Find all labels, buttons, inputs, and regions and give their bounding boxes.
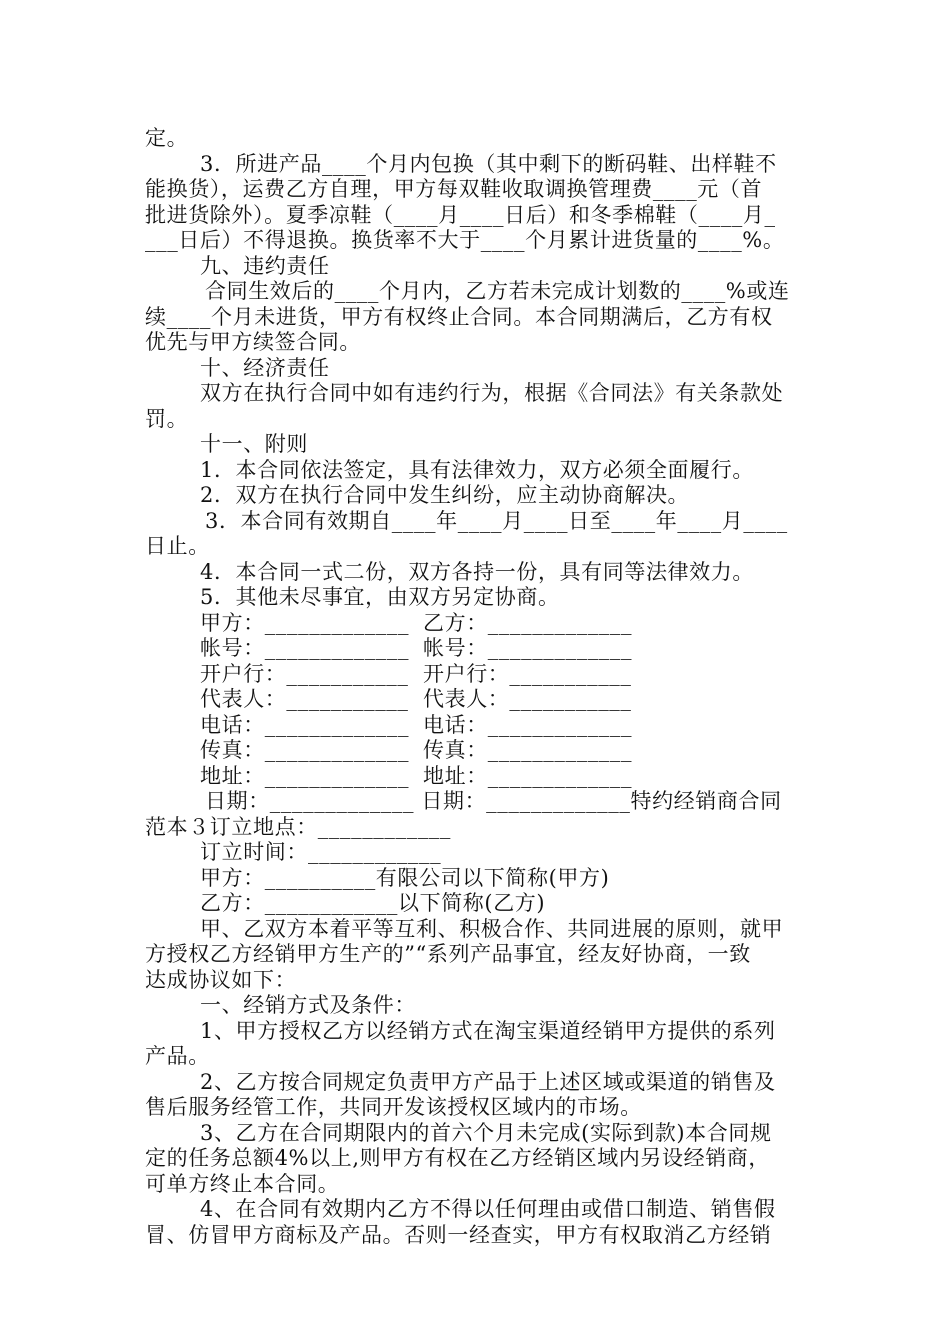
text-line: 批进货除外）。夏季凉鞋（____月____日后）和冬季棉鞋（____月_: [145, 203, 776, 227]
text-line: 续____个月未进货，甲方有权终止合同。本合同期满后，乙方有权: [145, 305, 773, 329]
text-line: 1、甲方授权乙方以经销方式在淘宝渠道经销甲方提供的系列: [200, 1019, 776, 1043]
text-line: 达成协议如下：: [145, 968, 297, 992]
sign-party-b: 乙方：_____________: [423, 611, 633, 635]
sign-representative-b: 代表人：___________: [423, 687, 632, 711]
text-line: 日止。: [145, 534, 210, 558]
text-line: 能换货），运费乙方自理，甲方每双鞋收取调换管理费____元（首: [145, 177, 763, 201]
text-line: 甲、乙双方本着平等互利、积极合作、共同进展的原则，就甲: [200, 917, 784, 941]
sign-date-line: 日期：_____________ 日期：_____________特约经销商合同: [205, 789, 782, 813]
text-line: 乙方：____________以下简称(乙方): [200, 891, 546, 915]
section-heading: 一、经销方式及条件：: [200, 993, 416, 1017]
text-line: 甲方：__________有限公司以下简称(甲方): [200, 866, 610, 890]
sign-fax-b: 传真：_____________: [423, 738, 633, 762]
text-line: 1．本合同依法签定，具有法律效力，双方必须全面履行。: [200, 458, 754, 482]
sign-representative-a: 代表人：___________: [200, 687, 409, 711]
section-heading: 十一、附则: [200, 432, 308, 456]
text-line: 优先与甲方续签合同。: [145, 330, 361, 354]
sign-bank-b: 开户行：___________: [423, 662, 632, 686]
section-heading: 十、经济责任: [200, 356, 330, 380]
sign-party-a: 甲方：_____________: [200, 611, 410, 635]
text-line: 范本３订立地点：____________: [145, 815, 451, 839]
text-line: 4、在合同有效期内乙方不得以任何理由或借口制造、销售假: [200, 1197, 776, 1221]
text-line: 5．其他未尽事宜，由双方另定协商。: [200, 585, 560, 609]
sign-fax-a: 传真：_____________: [200, 738, 410, 762]
sign-bank-a: 开户行：___________: [200, 662, 409, 686]
text-line: 可单方终止本合同。: [145, 1172, 340, 1196]
sign-account-a: 帐号：_____________: [200, 636, 410, 660]
text-line: 订立时间：____________: [200, 840, 442, 864]
text-line: 售后服务经管工作，共同开发该授权区域内的市场。: [145, 1095, 642, 1119]
text-line: ___日后）不得退换。换货率不大于____个月累计进货量的____%。: [145, 228, 785, 252]
sign-phone-a: 电话：_____________: [200, 713, 410, 737]
sign-address-b: 地址：_____________: [423, 764, 633, 788]
text-line: 定。: [145, 126, 189, 150]
text-line: 定的任务总额4%以上,则甲方有权在乙方经销区域内另设经销商，: [145, 1146, 770, 1170]
text-line: 产品。: [145, 1044, 210, 1068]
text-line: 双方在执行合同中如有违约行为，根据《合同法》有关条款处: [200, 381, 784, 405]
text-line: 2．双方在执行合同中发生纠纷，应主动协商解决。: [200, 483, 690, 507]
sign-account-b: 帐号：_____________: [423, 636, 633, 660]
sign-address-a: 地址：_____________: [200, 764, 410, 788]
text-line: 3、乙方在合同期限内的首六个月未完成(实际到款)本合同规: [200, 1121, 772, 1145]
text-line: 3．本合同有效期自____年____月____日至____年____月____: [205, 509, 788, 533]
sign-phone-b: 电话：_____________: [423, 713, 633, 737]
text-line: 冒、仿冒甲方商标及产品。否则一经查实，甲方有权取消乙方经销: [145, 1223, 772, 1247]
text-line: 方授权乙方经销甲方生产的”“系列产品事宜，经友好协商，一致: [145, 942, 751, 966]
text-line: 罚。: [145, 407, 189, 431]
text-line: 2、乙方按合同规定负责甲方产品于上述区域或渠道的销售及: [200, 1070, 776, 1094]
text-line: 4．本合同一式二份，双方各持一份，具有同等法律效力。: [200, 560, 754, 584]
text-line: 合同生效后的____个月内，乙方若未完成计划数的____%或连: [205, 279, 790, 303]
section-heading: 九、违约责任: [200, 254, 330, 278]
text-line: 3．所进产品____个月内包换（其中剩下的断码鞋、出样鞋不: [200, 152, 777, 176]
